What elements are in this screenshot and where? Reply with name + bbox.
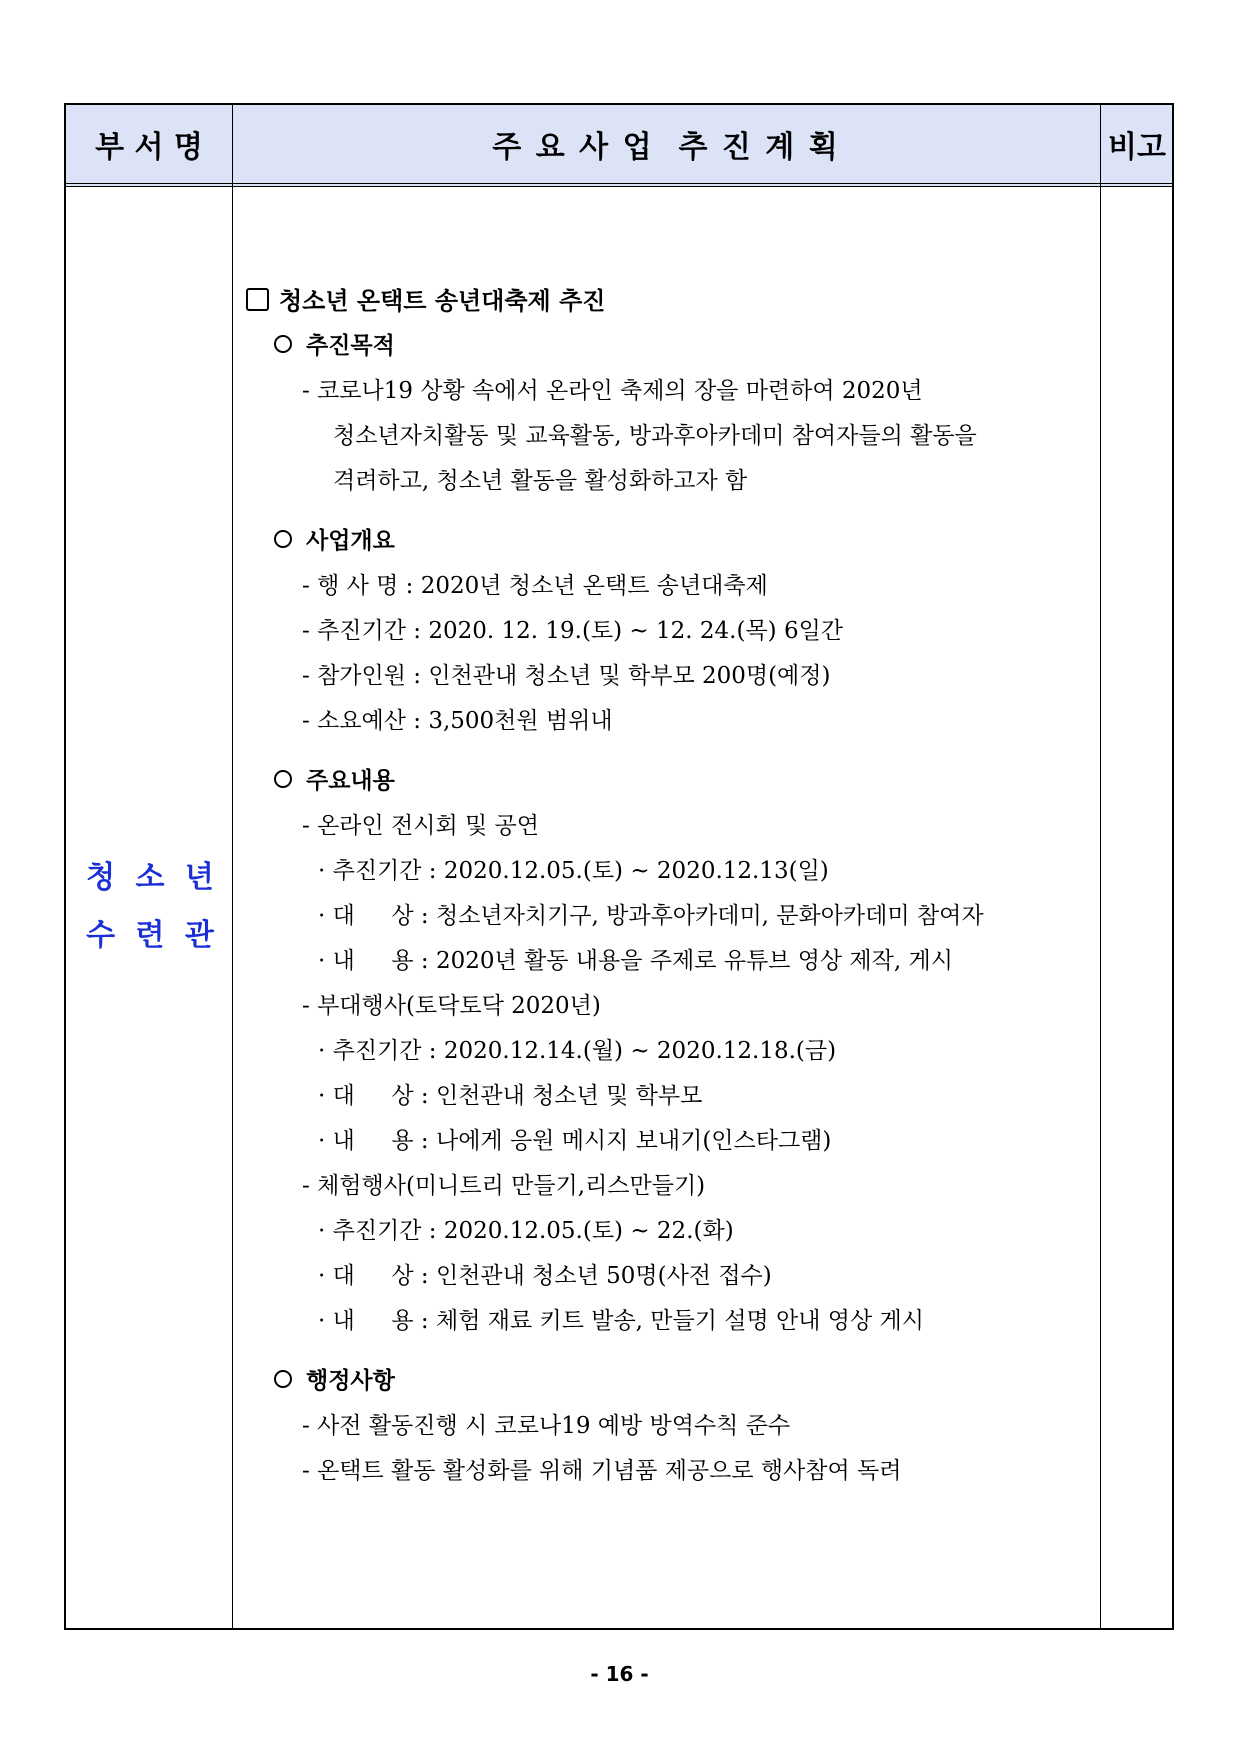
contents-line: · 내 용 : 나에게 응원 메시지 보내기(인스타그램)	[318, 1128, 832, 1154]
admin-line: - 온택트 활동 활성화를 위해 기념품 제공으로 행사참여 독려	[302, 1458, 902, 1484]
header-note: 비고	[1108, 130, 1166, 165]
dept-char: 련	[135, 918, 165, 953]
header-department: 부 서 명	[95, 130, 203, 165]
circle-bullet-icon	[274, 770, 292, 788]
purpose-line: 격려하고, 청소년 활동을 활성화하고자 함	[333, 468, 748, 494]
circle-bullet-icon	[274, 335, 292, 353]
checkbox-square-icon	[246, 288, 269, 311]
contents-line: · 추진기간 : 2020.12.14.(월) ~ 2020.12.18.(금)	[318, 1038, 837, 1064]
section-heading-admin: 행정사항	[274, 1366, 395, 1396]
overview-line: - 참가인원 : 인천관내 청소년 및 학부모 200명(예정)	[302, 663, 831, 689]
contents-line: · 대 상 : 인천관내 청소년 및 학부모	[318, 1083, 703, 1109]
section-heading-purpose: 추진목적	[274, 331, 395, 361]
contents-line: · 대 상 : 인천관내 청소년 50명(사전 접수)	[318, 1263, 772, 1289]
overview-line: - 행 사 명 : 2020년 청소년 온택트 송년대축제	[302, 573, 768, 599]
contents-line: · 내 용 : 2020년 활동 내용을 주제로 유튜브 영상 제작, 게시	[318, 948, 953, 974]
contents-line: · 대 상 : 청소년자치기구, 방과후아카데미, 문화아카데미 참여자	[318, 903, 984, 929]
circle-bullet-icon	[274, 1370, 292, 1388]
dept-char: 년	[184, 860, 214, 895]
plan-title: 청소년 온택트 송년대축제 추진	[246, 286, 605, 316]
purpose-line: 청소년자치활동 및 교육활동, 방과후아카데미 참여자들의 활동을	[333, 423, 977, 449]
section-heading-contents: 주요내용	[274, 766, 395, 796]
admin-line: - 사전 활동진행 시 코로나19 예방 방역수칙 준수	[302, 1413, 791, 1439]
header-plan: 주 요 사 업 추 진 계 획	[492, 130, 840, 165]
overview-line: - 소요예산 : 3,500천원 범위내	[302, 708, 613, 734]
contents-line: - 체험행사(미니트리 만들기,리스만들기)	[302, 1173, 706, 1199]
contents-line: · 내 용 : 체험 재료 키트 발송, 만들기 설명 안내 영상 게시	[318, 1308, 924, 1334]
section-heading-overview: 사업개요	[274, 526, 395, 556]
circle-bullet-icon	[274, 530, 292, 548]
overview-line: - 추진기간 : 2020. 12. 19.(토) ~ 12. 24.(목) 6일간	[302, 618, 844, 644]
department-name	[66, 845, 234, 961]
dept-char: 수	[86, 918, 116, 953]
purpose-line: - 코로나19 상황 속에서 온라인 축제의 장을 마련하여 2020년	[302, 378, 923, 404]
dept-char: 소	[135, 860, 165, 895]
column-divider	[1100, 105, 1101, 1628]
contents-line: · 추진기간 : 2020.12.05.(토) ~ 2020.12.13(일)	[318, 858, 829, 884]
page-number: - 16 -	[590, 1662, 649, 1686]
contents-line: - 부대행사(토닥토닥 2020년)	[302, 993, 601, 1019]
dept-char: 관	[184, 918, 214, 953]
dept-char: 청	[86, 860, 116, 895]
contents-line: · 추진기간 : 2020.12.05.(토) ~ 22.(화)	[318, 1218, 734, 1244]
contents-line: - 온라인 전시회 및 공연	[302, 813, 539, 839]
